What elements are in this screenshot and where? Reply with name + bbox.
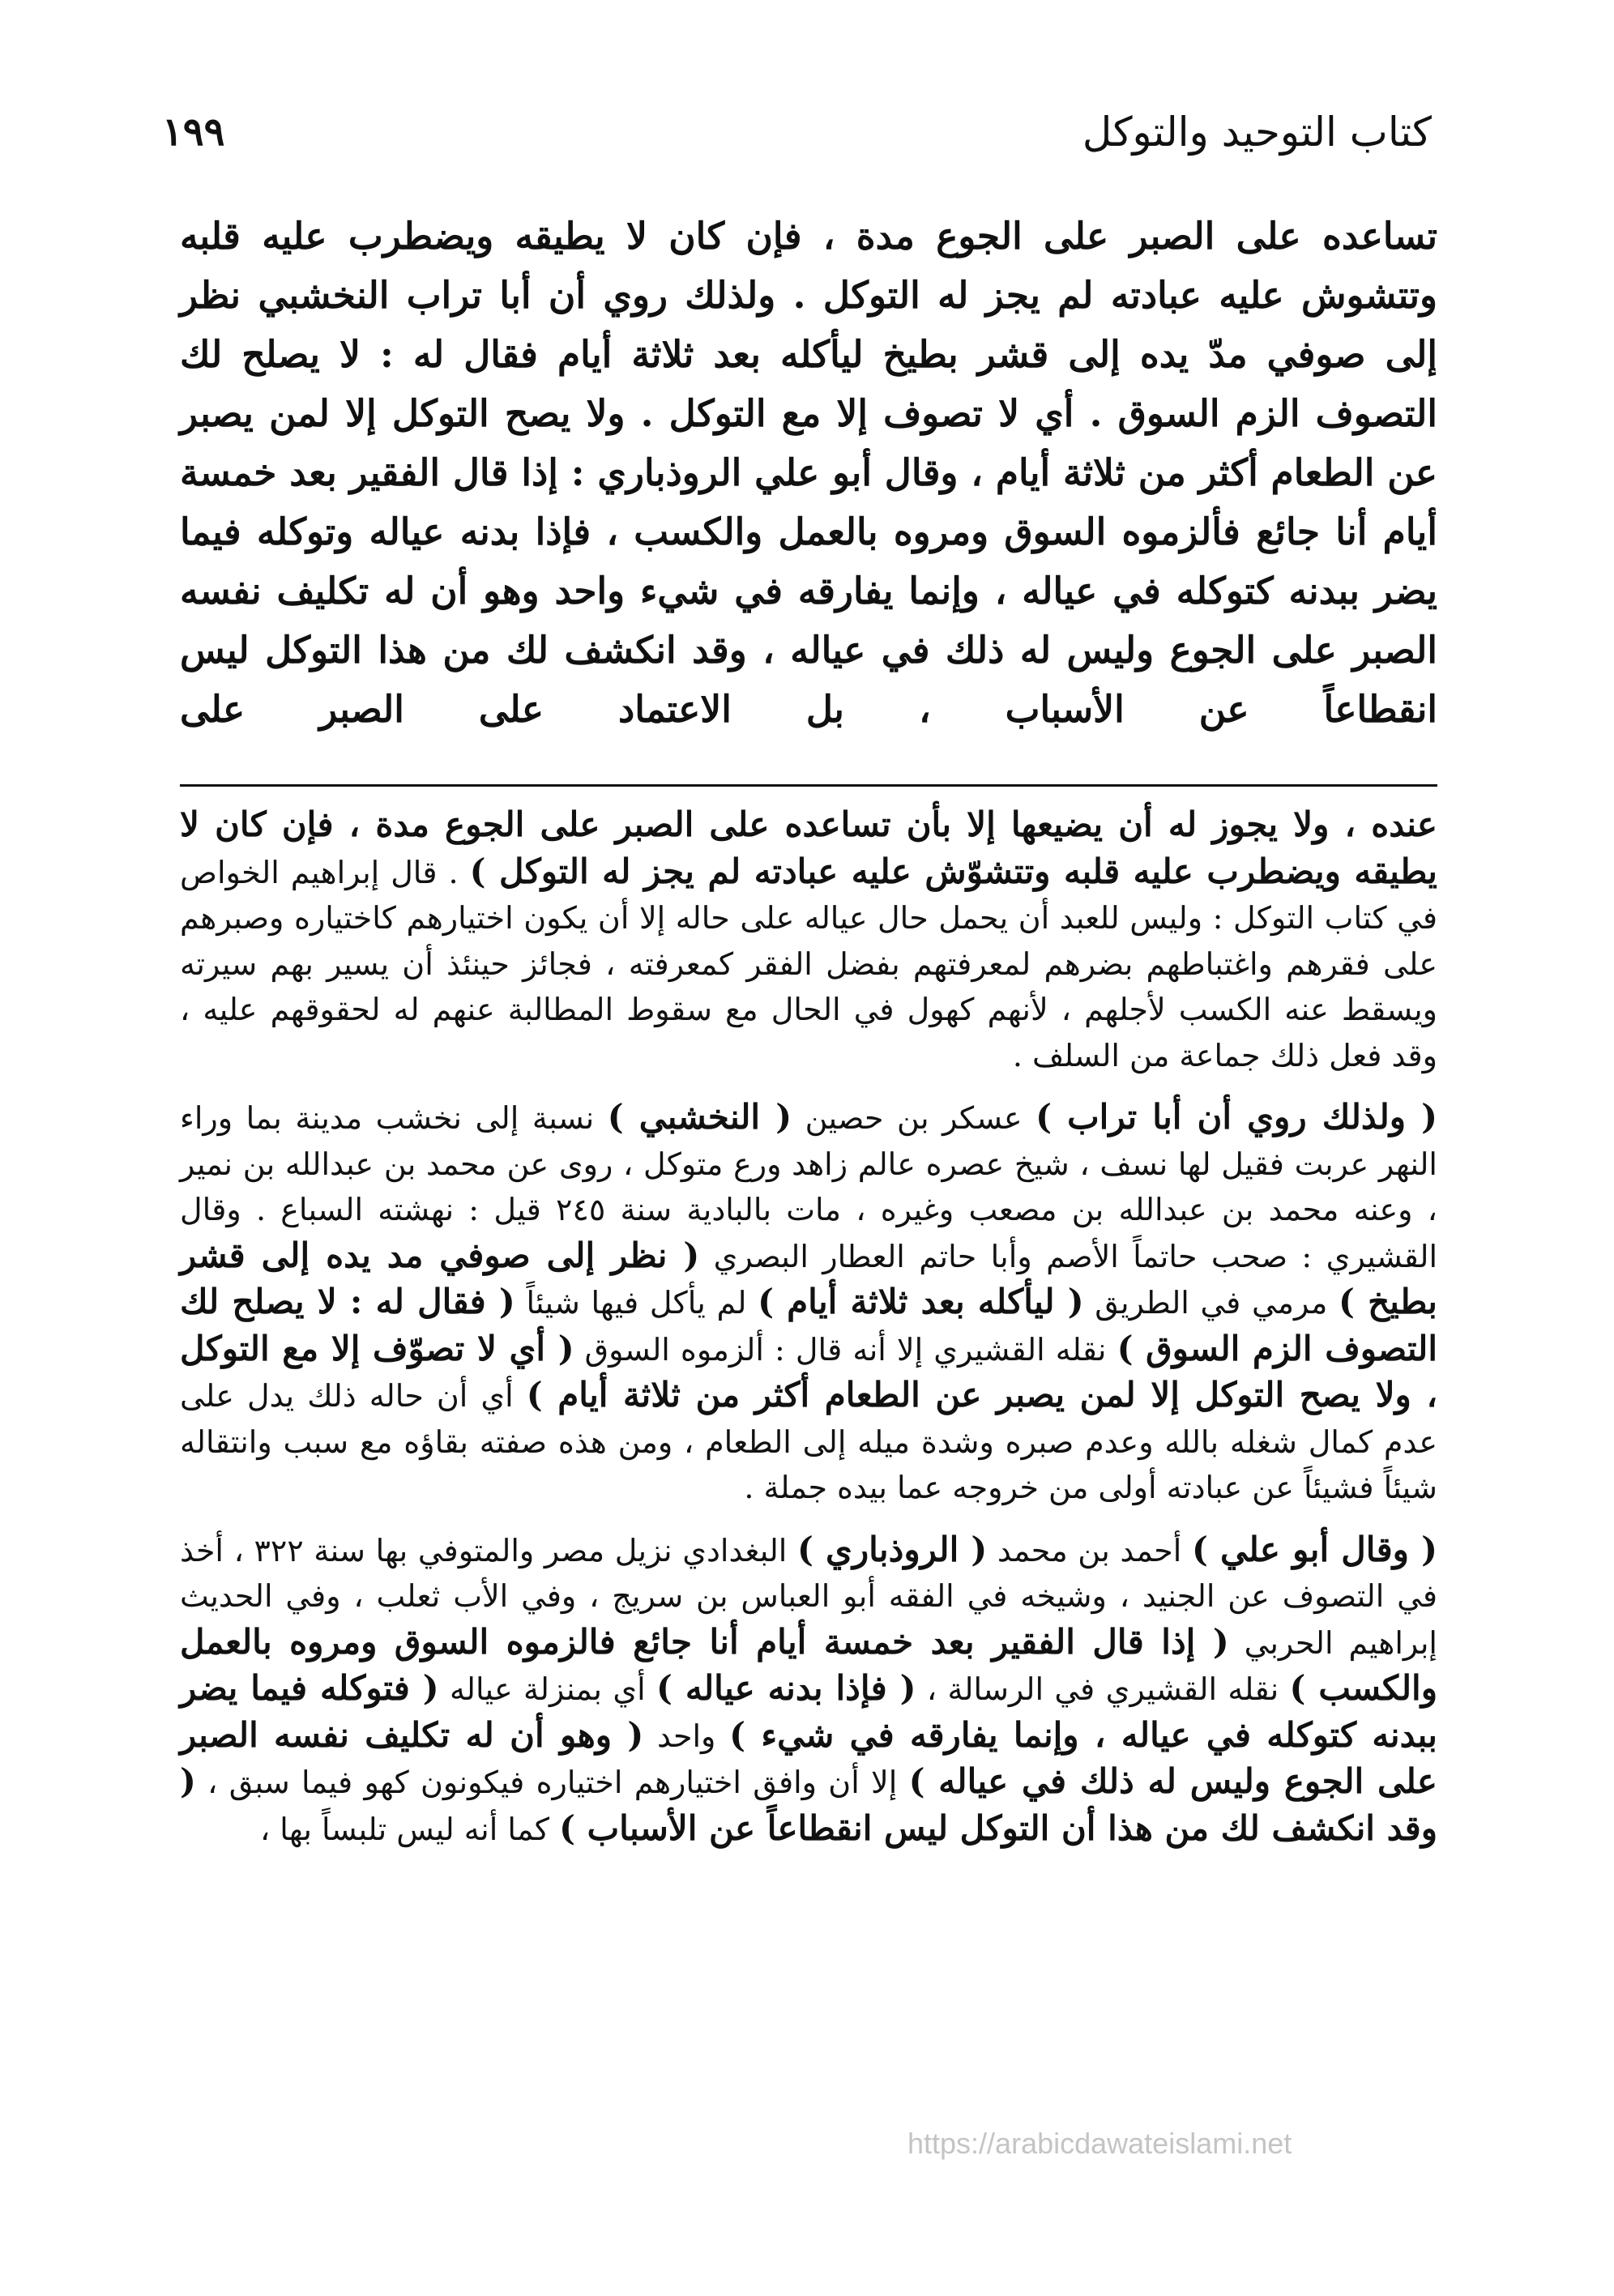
quoted-main-text: ( فإذا بدنه عياله ): [656, 1668, 916, 1708]
watermark-url: https://arabicdawateislami.net: [907, 2127, 1292, 2160]
running-title: كتاب التوحيد والتوكل: [1082, 109, 1432, 156]
commentary-text: عسكر بن حصين: [792, 1100, 1036, 1136]
main-text: تساعده على الصبر على الجوع مدة ، فإن كان لا يطيقه ويضطرب عليه قلبه وتتشوش عليه عبادته لم يجز له التوكل . ولذلك روي أن أبا تراب النخشبي نظر إلى صوفي مدّ يده إلى قشر بطيخ ليأكله بعد ثلاثة أيام فقال له : لا يصلح لك التصوف الزم السوق . أي لا تصوف إلا مع التوكل . ولا يصح التوكل إلا لمن يصبر عن الطعام أكثر من ثلاثة أيام ، وقال أبو علي الروذباري : إذا قال الفقير بعد خمسة أيام أنا جائع فألزموه السوق ومروه بالعمل والكسب ، فإذا بدنه عياله وتوكله فيما يضر ببدنه كتوكله في عياله ، وإنما يفارقه في شيء واحد وهو أن له تكليف نفسه الصبر على الجوع وليس له ذلك في عياله ، وقد انكشف لك من هذا التوكل ليس انقطاعاً عن الأسباب ، بل الاعتماد على الصبر على: [180, 214, 1437, 731]
commentary-text: البغدادي نزيل مصر والمتوفي بها سنة ٣٢٢ ، أخذ في التصوف عن الجنيد ، وشيخه في الفقه أبو العباس بن سريج ، وفي الأب ثعلب ، وفي الحديث إبراهيم الحربي: [180, 1532, 1437, 1661]
commentary-text: أحمد بن محمد: [987, 1532, 1192, 1568]
quoted-main-text: ( نظر إلى صوفي مد يده إلى قشر بطيخ ): [180, 1235, 1438, 1321]
quoted-main-text: ( فقال له : لا يصلح لك التصوف الزم السوق ): [180, 1282, 1437, 1368]
commentary-text: إلا أن وافق اختيارهم اختياره فيكونون كهو فيما سبق ،: [195, 1765, 909, 1800]
quoted-main-text: ( وقد انكشف لك من هذا أن التوكل ليس انقطاعاً عن الأسباب ): [180, 1761, 1437, 1848]
commentary-text: نقله القشيري في الرسالة ،: [916, 1671, 1290, 1707]
commentary-text: لم يأكل فيها شيئاً: [515, 1285, 758, 1321]
quoted-main-text: ( وقال أبو علي ): [1191, 1529, 1437, 1569]
quoted-main-text: ( ولذلك روي أن أبا تراب ): [1035, 1097, 1437, 1137]
commentary-text: نسبة إلى نخشب مدينة بما وراء النهر عربت فقيل لها نسف ، شيخ عصره عالم زاهد ورع متوكل ، روى عن محمد بن عبدالله بن نمير ، وعنه محمد بن عبدالله بن مصعب وغيره ، مات بالبادية سنة ٢٤٥ قيل : نهشته السباع . وقال القشيري : صحب حاتماً الأصم وأبا حاتم العطار البصري: [180, 1100, 1438, 1274]
quoted-main-text: ( فتوكله فيما يضر ببدنه كتوكله في عياله ، وإنما يفارقه في شيء ): [180, 1668, 1438, 1755]
commentary-paragraph: [180, 802, 1437, 1078]
quoted-main-text: ( أي لا تصوّف إلا مع التوكل ، ولا يصح التوكل إلا لمن يصبر عن الطعام أكثر من ثلاثة أيام ): [180, 1328, 1437, 1415]
quoted-main-text: ( ليأكله بعد ثلاثة أيام ): [758, 1282, 1084, 1321]
commentary-text: واحد: [643, 1718, 730, 1754]
commentary-text: كما أنه ليس تلبساً بها ،: [259, 1811, 560, 1847]
commentary-text: مرمي في الطريق: [1083, 1285, 1339, 1321]
quoted-main-text: عنده ، ولا يجوز له أن يضيعها إلا بأن تساعده على الصبر على الجوع مدة ، فإن كان لا يطيقه ويضطرب عليه قلبه وتتشوّش عليه عبادته لم يجز له التوكل ): [180, 804, 1437, 891]
quoted-main-text: ( وهو أن له تكليف نفسه الصبر على الجوع وليس له ذلك في عياله ): [180, 1714, 1437, 1801]
footnote-divider: [180, 784, 1437, 787]
page-header: [162, 96, 1432, 169]
quoted-main-text: ( النخشبي ): [607, 1097, 792, 1137]
commentary-text: . قال إبراهيم الخواص في كتاب التوكل : وليس للعبد أن يحمل حال عياله على حاله إلا أن يكون اختيارهم كاختياره وصبرهم على فقرهم واغتباطهم بضرهم لمعرفتهم بفضل الفقر كمعرفته ، فجائز حينئذ أن يسير بهم سيرته ويسقط عنه الكسب لأجلهم ، لأنهم كهول في الحال مع سقوط المطالبة عنهم له لحقوقهم عليه ، وقد فعل ذلك جماعة من السلف .: [180, 854, 1437, 1073]
commentary-paragraph: [180, 1095, 1437, 1511]
quoted-main-text: ( إذا قال الفقير بعد خمسة أيام أنا جائع فالزموه السوق ومروه بالعمل والكسب ): [180, 1621, 1437, 1708]
page-number: ١٩٩: [162, 109, 225, 155]
commentary-text: أي بمنزلة عياله: [438, 1671, 657, 1707]
commentary-section: [180, 802, 1437, 1868]
commentary-paragraph: [180, 1527, 1437, 1853]
commentary-text: أي أن حاله ذلك يدل على عدم كمال شغله بالله وعدم صبره وشدة ميله إلى الطعام ، ومن هذه صفته بقاؤه مع سبب وانتقاله شيئاً فشيئاً عن عبادته أولى من خروجه عما بيده جملة .: [180, 1378, 1437, 1505]
quoted-main-text: ( الروذباري ): [796, 1529, 988, 1569]
commentary-text: نقله القشيري إلا أنه قال : ألزموه السوق: [574, 1331, 1117, 1368]
